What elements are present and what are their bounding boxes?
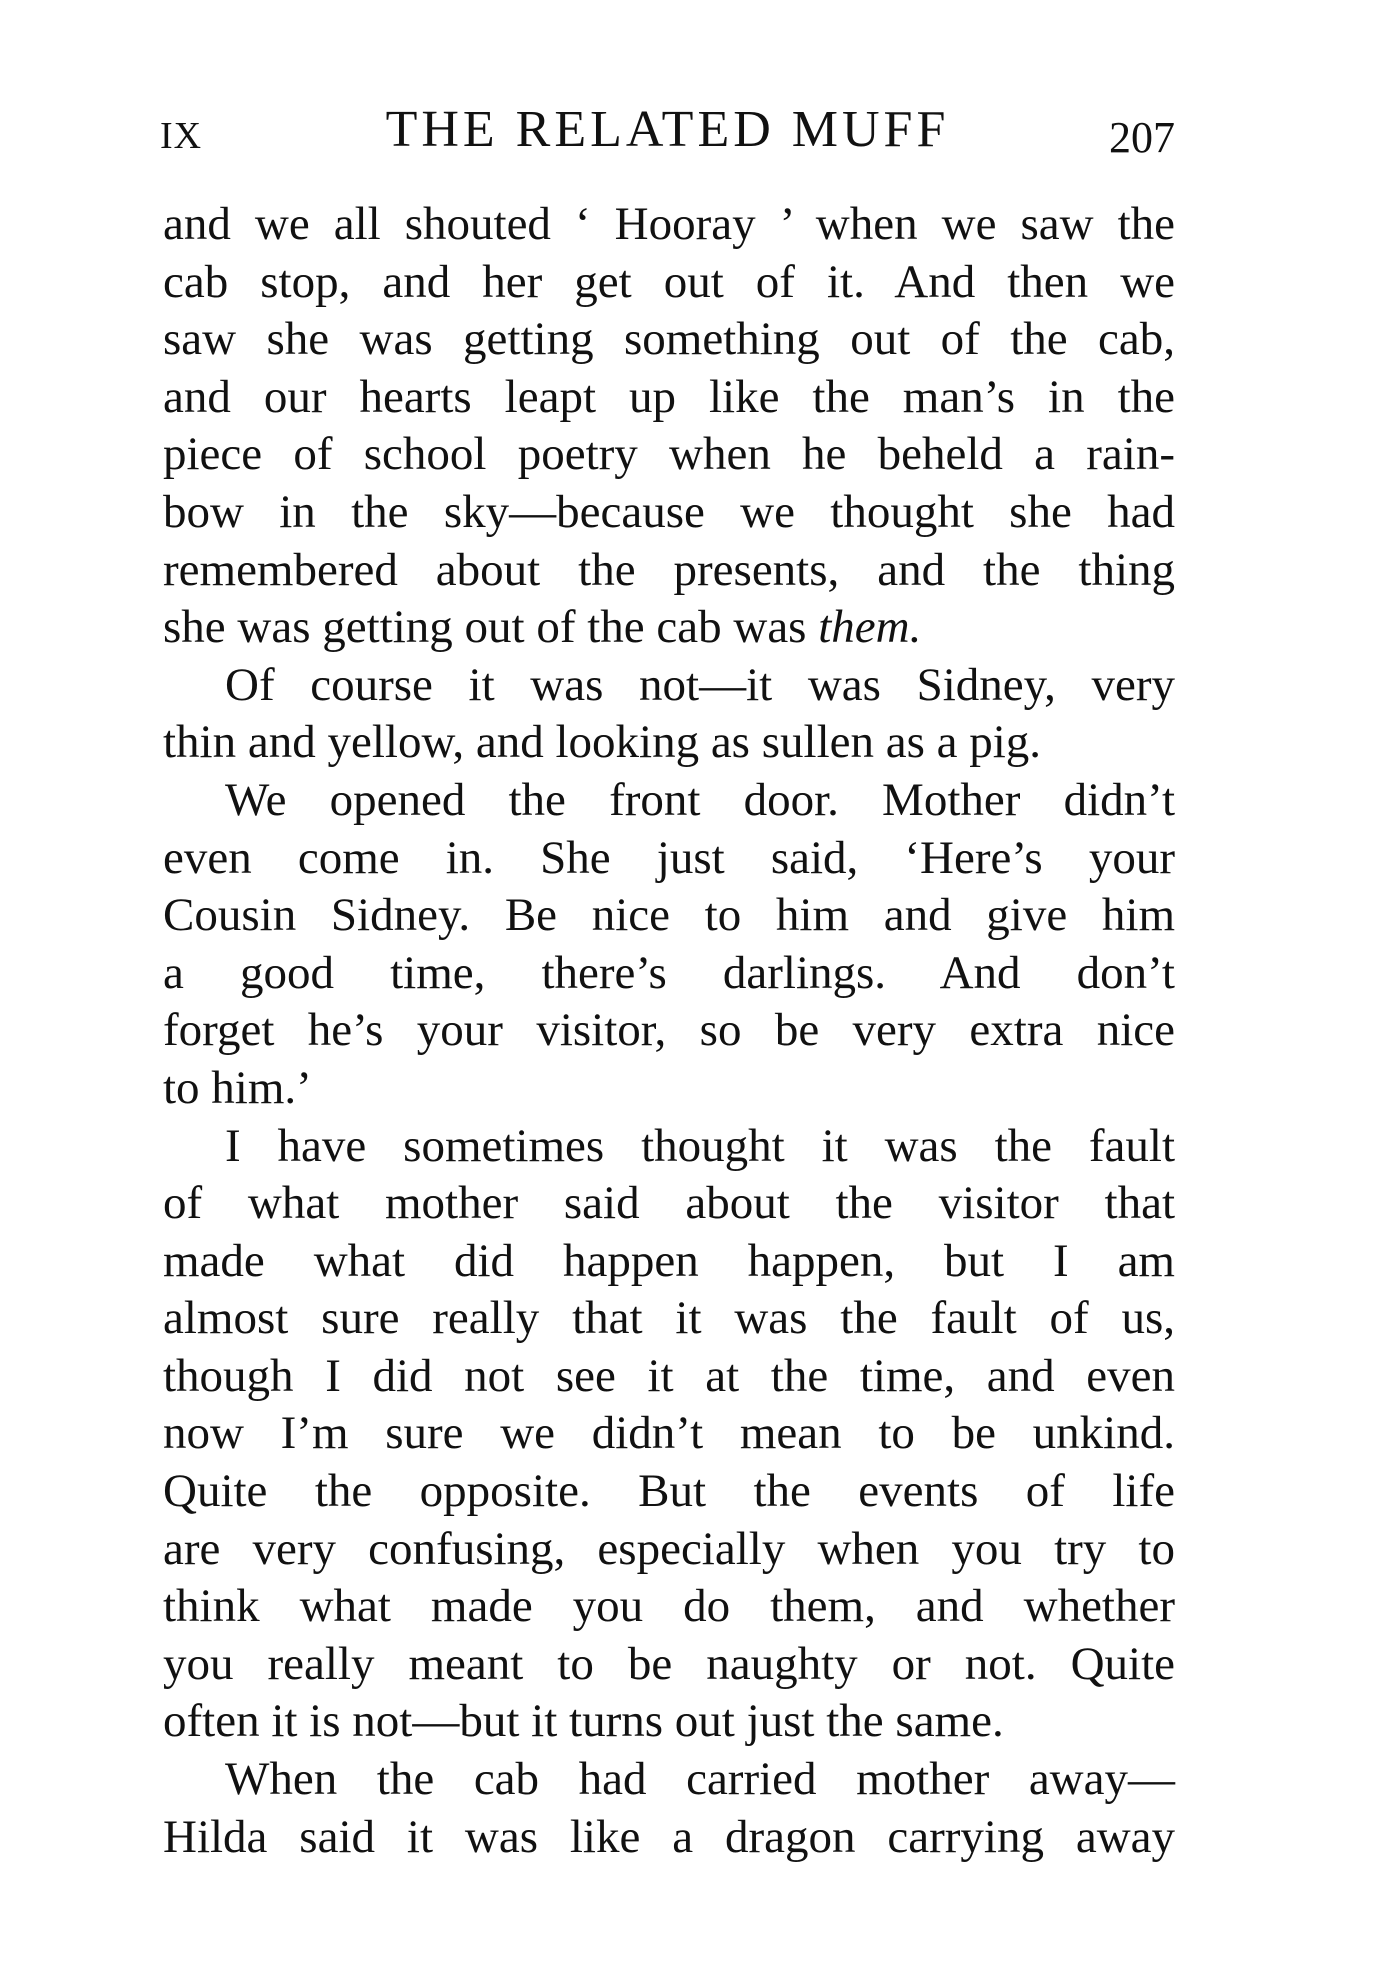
running-title: THE RELATED MUFF	[385, 101, 950, 158]
text-line: now I’m sure we didn’t mean to be unkind.	[163, 1407, 1175, 1460]
page-number: 207	[1109, 113, 1175, 162]
paragraph	[163, 1118, 1175, 1752]
text-line: piece of school poetry when he beheld a rain-	[163, 428, 1175, 481]
text-line: Of course it was not—it was Sidney, very	[225, 658, 1175, 711]
text-line: a good time, there’s darlings. And don’t	[163, 946, 1175, 999]
text-line: are very confusing, especially when you try to	[163, 1522, 1175, 1575]
text-line: and we all shouted ‘ Hooray ’ when we saw the	[163, 198, 1175, 250]
text-line: We opened the front door. Mother didn’t	[225, 773, 1175, 826]
text-line: thin and yellow, and looking as sullen as a pig.	[163, 716, 1042, 769]
text-line: often it is not—but it turns out just the same.	[163, 1695, 1004, 1748]
text-line: to him.’	[163, 1061, 312, 1114]
text-line: of what mother said about the visitor that	[163, 1177, 1175, 1230]
text-line: and our hearts leapt up like the man’s in the	[163, 370, 1175, 423]
text-line: remembered about the presents, and the thing	[163, 543, 1175, 596]
text-line: Hilda said it was like a dragon carrying away	[163, 1810, 1175, 1863]
paragraph	[163, 772, 1175, 1118]
paragraph	[163, 196, 1175, 657]
chapter-number: IX	[160, 115, 203, 157]
text-line: Cousin Sidney. Be nice to him and give him	[163, 889, 1175, 942]
text-line: When the cab had carried mother away—	[225, 1753, 1175, 1806]
text-line: cab stop, and her get out of it. And then we	[163, 255, 1175, 308]
text-line: bow in the sky—because we thought she had	[163, 485, 1175, 538]
text-line: I have sometimes thought it was the fault	[225, 1119, 1175, 1172]
text-line: forget he’s your visitor, so be very extra nice	[163, 1004, 1175, 1057]
text-line: you really meant to be naughty or not. Quite	[163, 1637, 1175, 1690]
paragraph	[163, 657, 1175, 772]
text-line: Quite the opposite. But the events of life	[163, 1465, 1175, 1518]
text-line: almost sure really that it was the fault of us,	[163, 1292, 1175, 1345]
emphasis-word: them.	[818, 601, 922, 654]
running-header	[160, 100, 1175, 170]
text-line: made what did happen happen, but I am	[163, 1234, 1175, 1287]
body-text	[163, 196, 1175, 1866]
text-line: she was getting out of the cab was them.	[163, 601, 922, 654]
text-line: think what made you do them, and whether	[163, 1580, 1175, 1633]
text-line: even come in. She just said, ‘Here’s your	[163, 831, 1175, 884]
text-line: though I did not see it at the time, and even	[163, 1349, 1175, 1402]
text-line: saw she was getting something out of the cab,	[163, 313, 1175, 366]
paragraph	[163, 1751, 1175, 1866]
